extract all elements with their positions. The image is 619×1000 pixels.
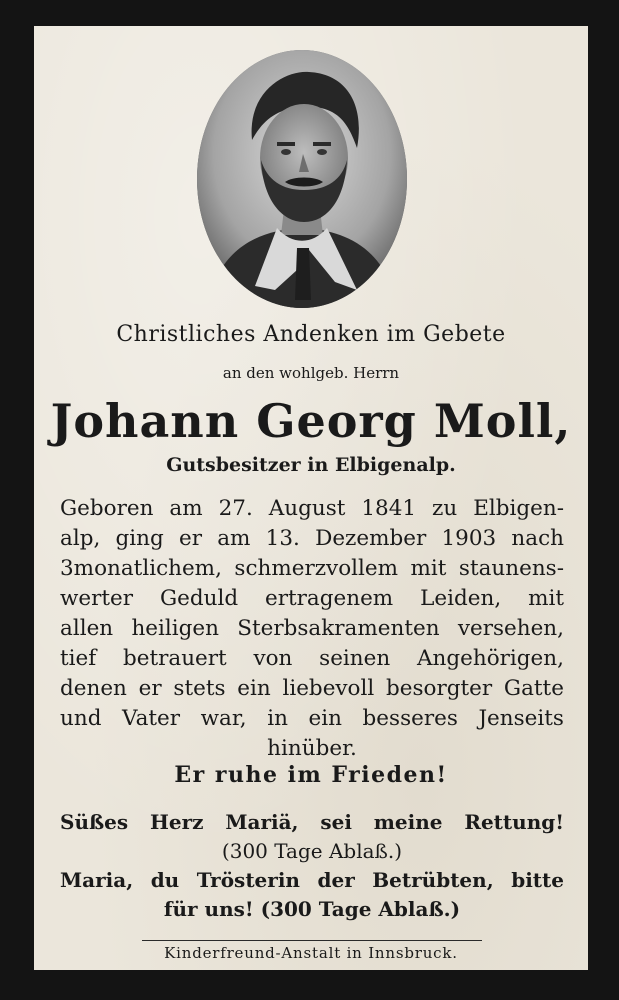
biography-word: 3monatlichem, <box>60 556 222 581</box>
biography-word: 27. <box>218 496 253 521</box>
prayer-word: Mariä, <box>225 810 299 834</box>
biography-word: heiligen <box>131 616 219 641</box>
prayer-line <box>60 866 564 895</box>
biography-word: am <box>217 526 251 551</box>
biography-word: 1841 <box>361 496 417 521</box>
prayer-word: Herz <box>150 810 204 834</box>
biography-word: von <box>253 646 293 671</box>
biography-word: liebevoll <box>282 676 375 701</box>
biography-line <box>60 644 564 674</box>
portrait-image <box>197 50 407 308</box>
biography-word: mit <box>528 586 564 611</box>
biography-line <box>60 704 564 734</box>
prayer-word: der <box>317 868 355 892</box>
prayer-word: (300 Tage Ablaß.) <box>221 839 403 863</box>
prayer-block <box>60 808 564 924</box>
biography-word: war, <box>200 706 247 731</box>
biography-word: Gatte <box>503 676 564 701</box>
prayer-word: Rettung! <box>464 810 564 834</box>
biography-word: ein <box>237 676 271 701</box>
biography-word: Elbigen- <box>473 496 564 521</box>
biography-word: Sterbsakramenten <box>237 616 440 641</box>
biography-word: August <box>268 496 346 521</box>
prayer-word: Betrübten, <box>372 868 494 892</box>
biography-word: werter <box>60 586 134 611</box>
biography-word: tief <box>60 646 97 671</box>
prayer-word: Süßes <box>60 810 129 834</box>
biography-word: er <box>138 676 162 701</box>
biography-word: Leiden, <box>420 586 502 611</box>
prayer-word: bitte <box>511 868 564 892</box>
biography-word: betrauert <box>122 646 227 671</box>
biography <box>60 494 564 764</box>
biography-line <box>60 554 564 584</box>
rest-in-peace: Er ruhe im Frieden! <box>174 762 448 788</box>
prayer-word: meine <box>373 810 443 834</box>
deceased-name: Johann Georg Moll, <box>50 394 572 448</box>
biography-word: besorgter <box>386 676 493 701</box>
biography-word: ertragenem <box>265 586 394 611</box>
biography-line <box>60 614 564 644</box>
biography-word: und <box>60 706 102 731</box>
biography-word: Jenseits <box>478 706 564 731</box>
prayer-word: Maria, <box>60 868 134 892</box>
biography-word: stets <box>173 676 226 701</box>
deceased-occupation: Gutsbesitzer in Elbigenalp. <box>166 454 456 476</box>
biography-line <box>60 674 564 704</box>
biography-word: allen <box>60 616 114 641</box>
biography-word: Angehörigen, <box>416 646 564 671</box>
biography-word: seinen <box>319 646 391 671</box>
biography-word: zu <box>432 496 458 521</box>
biography-word: am <box>169 496 203 521</box>
biography-word: Geboren <box>60 496 154 521</box>
biography-word: besseres <box>362 706 458 731</box>
prayer-word: sei <box>320 810 352 834</box>
biography-word: schmerzvollem <box>234 556 398 581</box>
biography-word: 13. <box>265 526 300 551</box>
biography-word: ein <box>308 706 342 731</box>
biography-word: alp, <box>60 526 101 551</box>
biography-word: nach <box>511 526 564 551</box>
prayer-word: für uns! (300 Tage Ablaß.) <box>163 897 461 921</box>
heading-remembrance: Christliches Andenken im Gebete <box>116 322 506 347</box>
prayer-word: du <box>150 868 180 892</box>
biography-word: denen <box>60 676 127 701</box>
biography-word: mit <box>410 556 447 581</box>
biography-line <box>60 524 564 554</box>
biography-word: Dezember <box>315 526 427 551</box>
biography-word: er <box>178 526 202 551</box>
biography-word: Geduld <box>159 586 239 611</box>
prayer-line <box>60 837 564 866</box>
portrait-photo <box>197 50 407 308</box>
biography-line <box>60 494 564 524</box>
biography-word: staunens- <box>458 556 564 581</box>
printer-imprint: Kinderfreund-Anstalt in Innsbruck. <box>164 944 458 962</box>
biography-word: hinüber. <box>267 736 357 761</box>
footer-divider <box>142 940 482 941</box>
prayer-line <box>60 895 564 924</box>
heading-dedication: an den wohlgeb. Herrn <box>222 364 400 382</box>
biography-word: ging <box>115 526 164 551</box>
prayer-word: Trösterin <box>196 868 300 892</box>
biography-word: versehen, <box>457 616 564 641</box>
biography-word: Vater <box>122 706 181 731</box>
memorial-card <box>34 26 588 970</box>
biography-line <box>60 584 564 614</box>
biography-word: 1903 <box>441 526 497 551</box>
biography-word: in <box>267 706 288 731</box>
biography-line <box>60 734 564 764</box>
prayer-line <box>60 808 564 837</box>
